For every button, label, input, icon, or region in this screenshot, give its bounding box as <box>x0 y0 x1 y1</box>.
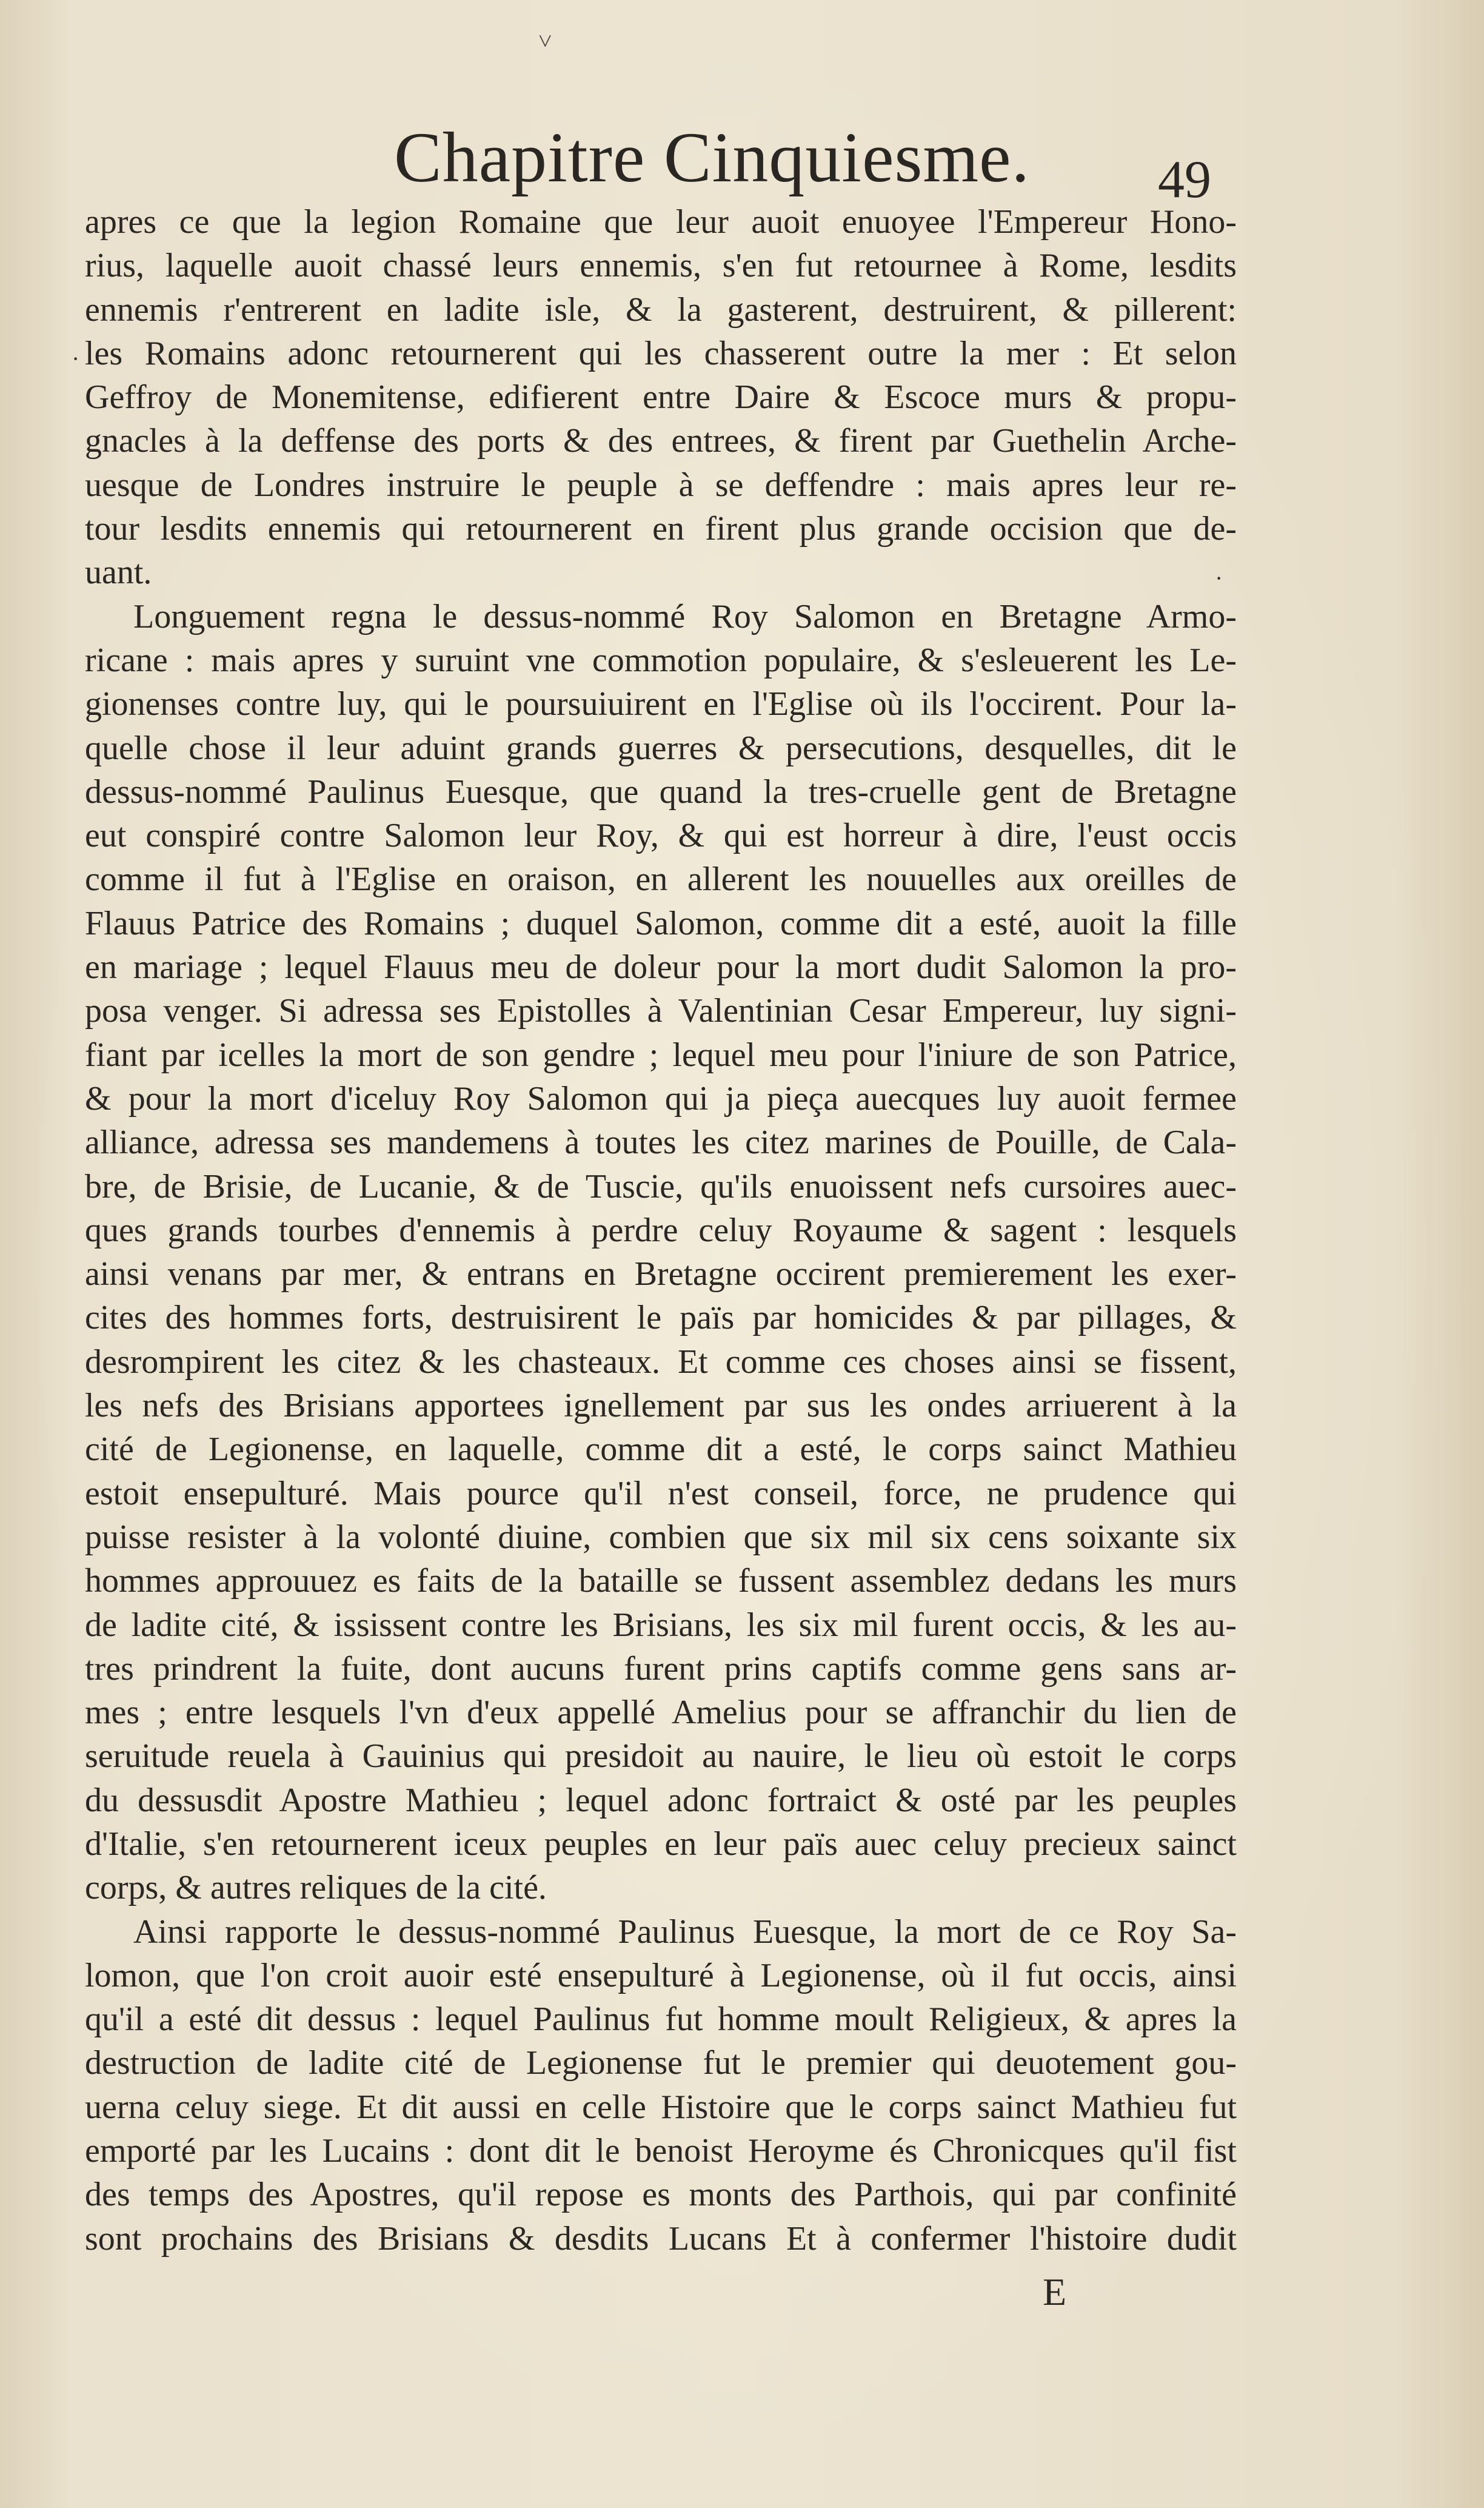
text-line: du dessusdit Apostre Mathieu ; lequel adonc fortraict & osté par les peuples <box>85 1781 1237 1819</box>
page-number: 49 <box>1158 150 1211 209</box>
text-line: gionenses contre luy, qui le poursuiuirent en l'Eglise où ils l'occirent. Pour la- <box>85 685 1237 723</box>
text-line: bre, de Brisie, de Lucanie, & de Tuscie, qu'ils enuoissent nefs cursoires auec- <box>85 1167 1237 1205</box>
text-line: uant. <box>85 554 152 592</box>
top-ornament-mark: ˅ <box>538 27 552 55</box>
text-line: fiant par icelles la mort de son gendre ; lequel meu pour l'iniure de son Patrice, <box>85 1036 1237 1074</box>
text-line: les nefs des Brisians apportees ignellement par sus les ondes arriuerent à la <box>85 1387 1237 1425</box>
text-line: posa venger. Si adressa ses Epistolles à Valentinian Cesar Empereur, luy signi- <box>85 992 1237 1030</box>
text-line: sont prochains des Brisians & desdits Lucans Et à confermer l'histoire dudit <box>85 2219 1237 2258</box>
text-line: d'Italie, s'en retournerent iceux peuples en leur païs auec celuy precieux sainct <box>85 1825 1237 1863</box>
text-line: seruitude reuela à Gauinius qui presidoit au nauire, le lieu où estoit le corps <box>85 1737 1237 1775</box>
text-line: destruction de ladite cité de Legionense fut le premier qui deuotement gou- <box>85 2044 1237 2082</box>
text-line: Flauus Patrice des Romains ; duquel Salomon, comme dit a esté, auoit la fille <box>85 904 1237 942</box>
text-line: en mariage ; lequel Flauus meu de doleur pour la mort dudit Salomon la pro- <box>85 948 1237 987</box>
text-line: ainsi venans par mer, & entrans en Bretagne occirent premierement les exer- <box>85 1255 1237 1293</box>
running-head: Chapitre Cinquiesme. <box>394 118 1031 197</box>
text-line: ricane : mais apres y suruint vne commotion populaire, & s'esleuerent les Le- <box>85 641 1237 679</box>
text-line: les Romains adonc retournerent qui les chasserent outre la mer : Et selon <box>85 334 1237 372</box>
body-text <box>85 200 1237 2261</box>
text-line: cites des hommes forts, destruisirent le païs par homicides & par pillages, & <box>85 1299 1237 1337</box>
page-header <box>85 118 1237 209</box>
text-line: desrompirent les citez & les chasteaux. Et comme ces choses ainsi se fissent, <box>85 1343 1237 1381</box>
text-line: rius, laquelle auoit chassé leurs ennemis, s'en fut retournee à Rome, lesdits <box>85 247 1237 285</box>
text-line: lomon, que l'on croit auoir esté ensepulturé à Legionense, où il fut occis, ainsi <box>85 1956 1237 1994</box>
text-line: tour lesdits ennemis qui retournerent en firent plus grande occision que de- <box>85 510 1237 548</box>
text-line: tres prindrent la fuite, dont aucuns furent prins captifs comme gens sans ar- <box>85 1649 1237 1688</box>
text-line: des temps des Apostres, qu'il repose es monts des Parthois, qui par confinité <box>85 2176 1237 2214</box>
text-line: alliance, adressa ses mandemens à toutes les citez marines de Pouille, de Cala- <box>85 1124 1237 1162</box>
catchword: E <box>1043 2270 1067 2313</box>
text-line: & pour la mort d'iceluy Roy Salomon qui ja pieça auecques luy auoit fermee <box>85 1079 1237 1118</box>
text-line: comme il fut à l'Eglise en oraison, en allerent les nouuelles aux oreilles de <box>85 860 1237 899</box>
text-line: ques grands tourbes d'ennemis à perdre celuy Royaume & sagent : lesquels <box>85 1211 1237 1249</box>
text-line: hommes approuuez es faits de la bataille se fussent assemblez dedans les murs <box>85 1562 1237 1600</box>
text-line: apres ce que la legion Romaine que leur auoit enuoyee l'Empereur Hono- <box>85 203 1237 241</box>
margin-dot-mark: · <box>72 345 80 372</box>
text-line: qu'il a esté dit dessus : lequel Paulinus fut homme moult Religieux, & apres la <box>85 2000 1237 2039</box>
paragraph-start-line: Longuement regna le dessus-nommé Roy Salomon en Bretagne Armo- <box>133 597 1237 635</box>
text-line: mes ; entre lesquels l'vn d'eux appellé Amelius pour se affranchir du lien de <box>85 1694 1237 1732</box>
text-line: corps, & autres reliques de la cité. <box>85 1869 547 1907</box>
text-line: eut conspiré contre Salomon leur Roy, & qui est horreur à dire, l'eust occis <box>85 817 1237 855</box>
text-line: estoit ensepulturé. Mais pource qu'il n'est conseil, force, ne prudence qui <box>85 1474 1237 1512</box>
text-line: puisse resister à la volonté diuine, combien que six mil six cens soixante six <box>85 1518 1237 1556</box>
margin-dot-mark: · <box>1215 565 1223 592</box>
paragraph-start-line: Ainsi rapporte le dessus-nommé Paulinus Euesque, la mort de ce Roy Sa- <box>133 1913 1237 1951</box>
text-line: quelle chose il leur aduint grands guerres & persecutions, desquelles, dit le <box>85 729 1237 767</box>
text-line: gnacles à la deffense des ports & des entrees, & firent par Guethelin Arche- <box>85 422 1237 460</box>
text-line: uerna celuy siege. Et dit aussi en celle Histoire que le corps sainct Mathieu fut <box>85 2088 1237 2126</box>
text-line: emporté par les Lucains : dont dit le benoist Heroyme és Chronicques qu'il fist <box>85 2132 1237 2170</box>
text-line: uesque de Londres instruire le peuple à se deffendre : mais apres leur re- <box>85 466 1237 504</box>
text-line: Geffroy de Monemitense, edifierent entre Daire & Escoce murs & propu- <box>85 378 1237 417</box>
text-line: ennemis r'entrerent en ladite isle, & la gasterent, destruirent, & pillerent: <box>85 290 1237 329</box>
text-line: de ladite cité, & ississent contre les Brisians, les six mil furent occis, & les au- <box>85 1606 1237 1644</box>
text-line: dessus-nommé Paulinus Euesque, que quand la tres-cruelle gent de Bretagne <box>85 773 1237 811</box>
text-line: cité de Legionense, en laquelle, comme dit a esté, le corps sainct Mathieu <box>85 1430 1237 1469</box>
